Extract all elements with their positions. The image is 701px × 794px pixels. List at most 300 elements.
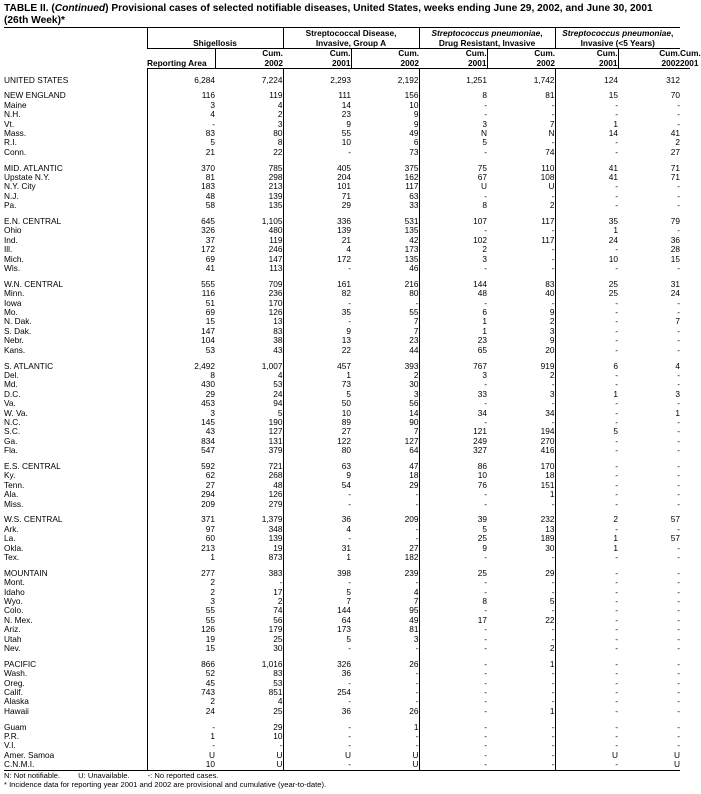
count-cell: 213 [268, 181, 283, 192]
table-row [4, 525, 690, 534]
count-cell: - [419, 192, 487, 201]
count-cell: 8 [147, 371, 215, 380]
count-cell: 122 [283, 437, 351, 446]
count-cell: 3 [413, 633, 419, 644]
count-cell: 834 [147, 437, 215, 446]
count-cell: 767 [419, 362, 487, 371]
area-name-cell: S. Dak. [4, 325, 32, 336]
count-cell: 40 [545, 288, 555, 299]
area-name-cell: MID. ATLANTIC [4, 162, 63, 173]
area-name-cell: Minn. [4, 288, 25, 299]
table-row [4, 446, 690, 455]
count-cell: 298 [268, 172, 283, 183]
count-cell: 2 [277, 109, 283, 120]
count-cell: 555 [147, 280, 215, 289]
count-cell: 15 [670, 253, 681, 264]
count-cell: - [555, 110, 618, 119]
count-cell: 69 [147, 255, 215, 264]
count-cell: - [419, 578, 487, 587]
count-cell: - [555, 597, 618, 606]
count-cell: - [677, 731, 681, 742]
count-cell: 457 [283, 362, 351, 371]
count-cell: 52 [147, 669, 215, 678]
area-name-cell: Wash. [4, 668, 28, 679]
count-cell: 24 [555, 236, 618, 245]
count-cell: 49 [409, 128, 419, 138]
count-cell: 2 [549, 643, 555, 654]
count-cell: - [555, 481, 618, 490]
count-cell: - [677, 344, 681, 355]
count-cell: 47 [409, 460, 419, 471]
count-cell: 36 [283, 515, 351, 524]
count-cell: 57 [670, 514, 681, 525]
count-cell: 8 [277, 137, 283, 148]
count-cell: 405 [283, 164, 351, 173]
count-cell: 2 [277, 596, 283, 607]
area-name-cell: Mont. [4, 577, 25, 588]
count-cell: 41 [670, 128, 681, 138]
count-cell: 161 [283, 280, 351, 289]
count-cell: 24 [273, 388, 283, 399]
count-cell: - [283, 644, 351, 653]
table-title [4, 3, 690, 27]
count-cell: 2,492 [147, 362, 215, 371]
count-cell: - [555, 723, 618, 732]
count-cell: - [283, 500, 351, 509]
count-cell: 18 [409, 470, 419, 481]
count-cell: - [283, 732, 351, 741]
area-name-cell: D.C. [4, 388, 21, 399]
table-row [4, 569, 690, 578]
count-cell: 1,007 [261, 360, 283, 371]
area-name-cell: Upstate N.Y. [4, 172, 50, 183]
count-cell: 21 [283, 236, 351, 245]
area-name-cell: Alaska [4, 696, 29, 707]
count-cell: - [555, 741, 618, 750]
count-cell: - [279, 577, 283, 588]
count-cell: 2 [675, 137, 681, 148]
count-cell: U [618, 760, 680, 770]
count-cell: - [419, 588, 487, 597]
count-cell: 74 [273, 605, 283, 616]
count-cell: 116 [147, 91, 215, 100]
count-cell: - [555, 669, 618, 678]
count-cell: - [551, 137, 555, 148]
count-cell: - [419, 264, 487, 273]
count-cell: 50 [283, 399, 351, 408]
count-cell: 108 [540, 172, 555, 183]
count-cell: 42 [409, 234, 419, 245]
count-cell: 71 [283, 192, 351, 201]
count-cell: - [147, 723, 215, 732]
count-cell: 15 [147, 317, 215, 326]
count-cell: - [415, 696, 419, 707]
count-cell: - [551, 190, 555, 201]
count-cell: 80 [409, 288, 419, 299]
count-cell: 126 [268, 489, 283, 500]
area-name-cell: Tenn. [4, 479, 25, 490]
count-cell: 2 [555, 515, 618, 524]
count-cell: - [677, 633, 681, 644]
count-cell: 43 [147, 427, 215, 436]
table-row [4, 751, 690, 760]
count-cell: 145 [147, 418, 215, 427]
count-cell: 5 [283, 390, 351, 399]
table-row [4, 346, 690, 355]
count-cell: 1 [147, 732, 215, 741]
count-cell: - [419, 660, 487, 669]
count-cell: 111 [283, 91, 351, 100]
count-cell: 48 [419, 289, 487, 298]
count-cell: 9 [549, 307, 555, 318]
count-cell: 9 [283, 120, 351, 129]
count-cell: 55 [283, 129, 351, 138]
count-cell: 249 [419, 437, 487, 446]
count-cell: - [677, 200, 681, 211]
count-cell: 1 [555, 534, 618, 543]
count-cell: 2 [549, 316, 555, 327]
area-name-cell: PACIFIC [4, 658, 37, 669]
count-cell: - [551, 297, 555, 308]
count-cell: 204 [283, 173, 351, 182]
count-cell: 1 [419, 327, 487, 336]
count-cell: 27 [670, 146, 681, 157]
table-row [4, 723, 690, 732]
count-cell: 6,284 [147, 76, 215, 85]
count-cell: 20 [545, 344, 555, 355]
count-cell: 19 [273, 542, 283, 553]
count-cell: 26 [409, 658, 419, 669]
count-cell: - [677, 460, 681, 471]
count-cell: 9 [549, 335, 555, 346]
count-cell: 22 [545, 614, 555, 625]
count-cell: 81 [147, 173, 215, 182]
table-row [4, 289, 690, 298]
count-cell: 104 [147, 336, 215, 345]
count-cell: 2 [147, 578, 215, 587]
count-cell: - [419, 723, 487, 732]
count-cell: 74 [545, 146, 555, 157]
area-name-cell: Ala. [4, 489, 19, 500]
count-cell: 53 [147, 346, 215, 355]
count-cell: 8 [419, 597, 487, 606]
count-cell: 65 [419, 346, 487, 355]
area-name-cell: Del. [4, 369, 19, 380]
footnotes [4, 772, 690, 790]
count-cell: - [419, 751, 487, 760]
count-cell: 2 [147, 697, 215, 706]
count-cell: - [677, 190, 681, 201]
count-cell: - [677, 225, 681, 236]
count-cell: 2 [413, 369, 419, 380]
count-cell: 189 [540, 533, 555, 544]
shigellosis-header: Shigellosis [147, 28, 283, 49]
area-name-cell: E.S. CENTRAL [4, 460, 61, 471]
count-cell: 239 [404, 567, 419, 578]
count-cell: 28 [670, 244, 681, 255]
count-cell: 23 [409, 335, 419, 346]
count-cell: - [555, 707, 618, 716]
table-body [4, 69, 690, 771]
count-cell: - [555, 299, 618, 308]
count-cell: 89 [283, 418, 351, 427]
count-cell: 117 [541, 234, 555, 245]
count-cell: 312 [666, 74, 681, 85]
area-name-cell: W.N. CENTRAL [4, 278, 64, 289]
table-row [4, 688, 690, 697]
count-cell: 22 [283, 346, 351, 355]
reporting-area-header: Reporting Area [147, 49, 215, 69]
count-cell: 172 [283, 255, 351, 264]
table-row [4, 481, 690, 490]
count-cell: 327 [419, 446, 487, 455]
count-cell: U [674, 749, 681, 760]
count-cell: U [555, 751, 618, 760]
count-cell: 1 [549, 658, 555, 669]
count-cell: 56 [273, 614, 283, 625]
count-cell: 4 [277, 99, 283, 110]
count-cell: 63 [283, 462, 351, 471]
count-cell: 127 [404, 435, 419, 446]
count-cell: 7 [413, 316, 419, 327]
count-cell: 277 [147, 569, 215, 578]
count-cell: 246 [268, 244, 283, 255]
count-cell: 10 [419, 471, 487, 480]
count-cell: - [677, 479, 681, 490]
count-cell: 57 [670, 533, 681, 544]
count-cell: - [555, 308, 618, 317]
count-cell: - [419, 399, 487, 408]
count-cell: 27 [283, 427, 351, 436]
count-cell: - [677, 489, 681, 500]
count-cell: - [419, 500, 487, 509]
count-cell: - [677, 596, 681, 607]
table-row [4, 255, 690, 264]
count-cell: U [276, 749, 283, 760]
count-cell: 97 [147, 525, 215, 534]
count-cell: - [555, 569, 618, 578]
count-cell: 151 [540, 479, 555, 490]
count-cell: - [677, 577, 681, 588]
count-cell: N [419, 129, 487, 138]
count-cell: 10 [555, 255, 618, 264]
count-cell: - [677, 109, 681, 120]
count-cell: 371 [147, 515, 215, 524]
area-name-cell: Mo. [4, 307, 18, 318]
count-cell: - [677, 426, 681, 437]
count-cell: - [551, 677, 555, 688]
count-cell: 236 [268, 288, 283, 299]
count-cell: 24 [147, 707, 215, 716]
count-cell: 1 [147, 553, 215, 562]
area-header-spacer [4, 28, 147, 69]
count-cell: - [419, 688, 487, 697]
area-name-cell: Pa. [4, 200, 17, 211]
count-cell: - [677, 445, 681, 456]
count-cell: 144 [419, 280, 487, 289]
count-cell: 33 [419, 390, 487, 399]
count-cell: - [551, 721, 555, 732]
count-cell: - [555, 697, 618, 706]
count-cell: 5 [277, 407, 283, 418]
count-cell: - [419, 553, 487, 562]
count-cell: 119 [269, 90, 283, 101]
count-cell: 1 [549, 705, 555, 716]
count-cell: - [419, 625, 487, 634]
count-cell: - [555, 336, 618, 345]
title-prefix: TABLE II. ( [4, 3, 55, 14]
area-name-cell: W.S. CENTRAL [4, 514, 63, 525]
count-cell: 80 [273, 128, 283, 138]
count-cell: 6 [413, 137, 419, 148]
count-cell: - [555, 660, 618, 669]
count-cell: - [415, 297, 419, 308]
count-cell: 79 [670, 216, 681, 227]
area-name-cell: Ind. [4, 234, 18, 245]
count-cell: 279 [268, 498, 283, 509]
count-cell: 592 [147, 462, 215, 471]
count-cell: 135 [404, 225, 419, 236]
count-cell: 15 [147, 644, 215, 653]
count-cell: 10 [283, 138, 351, 147]
count-cell: 1,016 [261, 658, 283, 669]
count-cell: - [283, 490, 351, 499]
count-cell: 60 [147, 534, 215, 543]
area-name-cell: N.Y. City [4, 181, 36, 192]
count-cell: 147 [147, 327, 215, 336]
area-name-cell: Ark. [4, 523, 19, 534]
count-cell: - [555, 490, 618, 499]
count-cell: 2,192 [397, 74, 419, 85]
count-cell: - [415, 533, 419, 544]
count-cell: 173 [283, 625, 351, 634]
count-cell: - [419, 101, 487, 110]
count-cell: 393 [404, 360, 419, 371]
count-cell: 13 [545, 523, 555, 534]
count-cell: 55 [147, 616, 215, 625]
table-row [4, 635, 690, 644]
count-cell: 10 [273, 731, 283, 742]
count-cell: - [419, 606, 487, 615]
count-cell: 4 [283, 525, 351, 534]
count-cell: 31 [670, 278, 681, 289]
count-cell: 5 [549, 596, 555, 607]
count-cell: 23 [283, 110, 351, 119]
area-name-cell: Okla. [4, 542, 24, 553]
count-cell: 35 [283, 308, 351, 317]
count-cell: 101 [283, 182, 351, 191]
count-cell: 29 [409, 479, 419, 490]
count-cell: - [283, 317, 351, 326]
cum-year-header: Cum. 2002 [351, 49, 419, 69]
count-cell: - [555, 371, 618, 380]
count-cell: 69 [147, 308, 215, 317]
area-name-cell: Nev. [4, 643, 21, 654]
count-cell: 29 [545, 567, 555, 578]
count-cell: - [147, 741, 215, 750]
page [4, 0, 701, 789]
count-cell: 36 [283, 707, 351, 716]
count-cell: - [677, 379, 681, 390]
count-cell: - [555, 148, 618, 157]
count-cell: - [677, 614, 681, 625]
count-cell: 41 [555, 164, 618, 173]
count-cell: 3 [675, 388, 681, 399]
count-cell: 27 [147, 481, 215, 490]
count-cell: - [555, 500, 618, 509]
count-cell: 117 [541, 216, 555, 227]
count-cell: 851 [268, 687, 283, 698]
count-cell: - [419, 760, 487, 770]
count-cell: - [419, 679, 487, 688]
count-cell: - [677, 668, 681, 679]
count-cell: - [677, 696, 681, 707]
count-cell: U [548, 181, 555, 192]
area-name-cell: N.C. [4, 416, 21, 427]
count-cell: 139 [268, 533, 283, 544]
count-cell: 26 [409, 705, 419, 716]
count-cell: - [677, 523, 681, 534]
count-cell: 135 [268, 200, 283, 211]
count-cell: 49 [409, 614, 419, 625]
cum-year-header: Cum. 2001 [680, 48, 701, 68]
count-cell: - [677, 398, 681, 409]
area-name-cell: Vt. [4, 118, 15, 129]
count-cell: 25 [273, 633, 283, 644]
count-cell: 172 [147, 245, 215, 254]
count-cell: 1 [555, 390, 618, 399]
count-cell: 2 [549, 369, 555, 380]
count-cell: - [415, 577, 419, 588]
count-cell: - [283, 148, 351, 157]
count-cell: 117 [405, 181, 419, 192]
count-cell: 182 [404, 552, 419, 562]
count-cell: 25 [555, 280, 618, 289]
area-name-cell: Maine [4, 99, 27, 110]
count-cell: 131 [268, 435, 283, 446]
notifiable-diseases-table [4, 27, 701, 771]
table-row [4, 553, 690, 562]
count-cell: - [555, 399, 618, 408]
count-cell: 56 [409, 398, 419, 409]
count-cell: 10 [283, 409, 351, 418]
count-cell: 94 [273, 398, 283, 409]
count-cell: - [551, 398, 555, 409]
area-name-cell: Fla. [4, 445, 18, 456]
area-name-cell: E.N. CENTRAL [4, 216, 62, 227]
count-cell: - [555, 625, 618, 634]
table-row [4, 308, 690, 317]
count-cell: - [555, 635, 618, 644]
count-cell: - [419, 644, 487, 653]
count-cell: 71 [670, 172, 681, 183]
area-name-cell: NEW ENGLAND [4, 90, 66, 101]
count-cell: 743 [147, 688, 215, 697]
count-cell: 95 [409, 605, 419, 616]
count-cell: 2,293 [283, 76, 351, 85]
count-cell: - [677, 567, 681, 578]
count-cell: - [677, 263, 681, 274]
count-cell: 3 [419, 255, 487, 264]
count-cell: 7 [283, 597, 351, 606]
count-cell: 62 [147, 471, 215, 480]
count-cell: 156 [404, 90, 419, 101]
area-name-cell: UNITED STATES [4, 74, 69, 85]
count-cell: 6 [419, 308, 487, 317]
header-group-row [4, 28, 690, 49]
strep-group-a-header: Streptococcal Disease, Invasive, Group A [283, 28, 419, 49]
count-cell: 1,251 [419, 76, 487, 85]
